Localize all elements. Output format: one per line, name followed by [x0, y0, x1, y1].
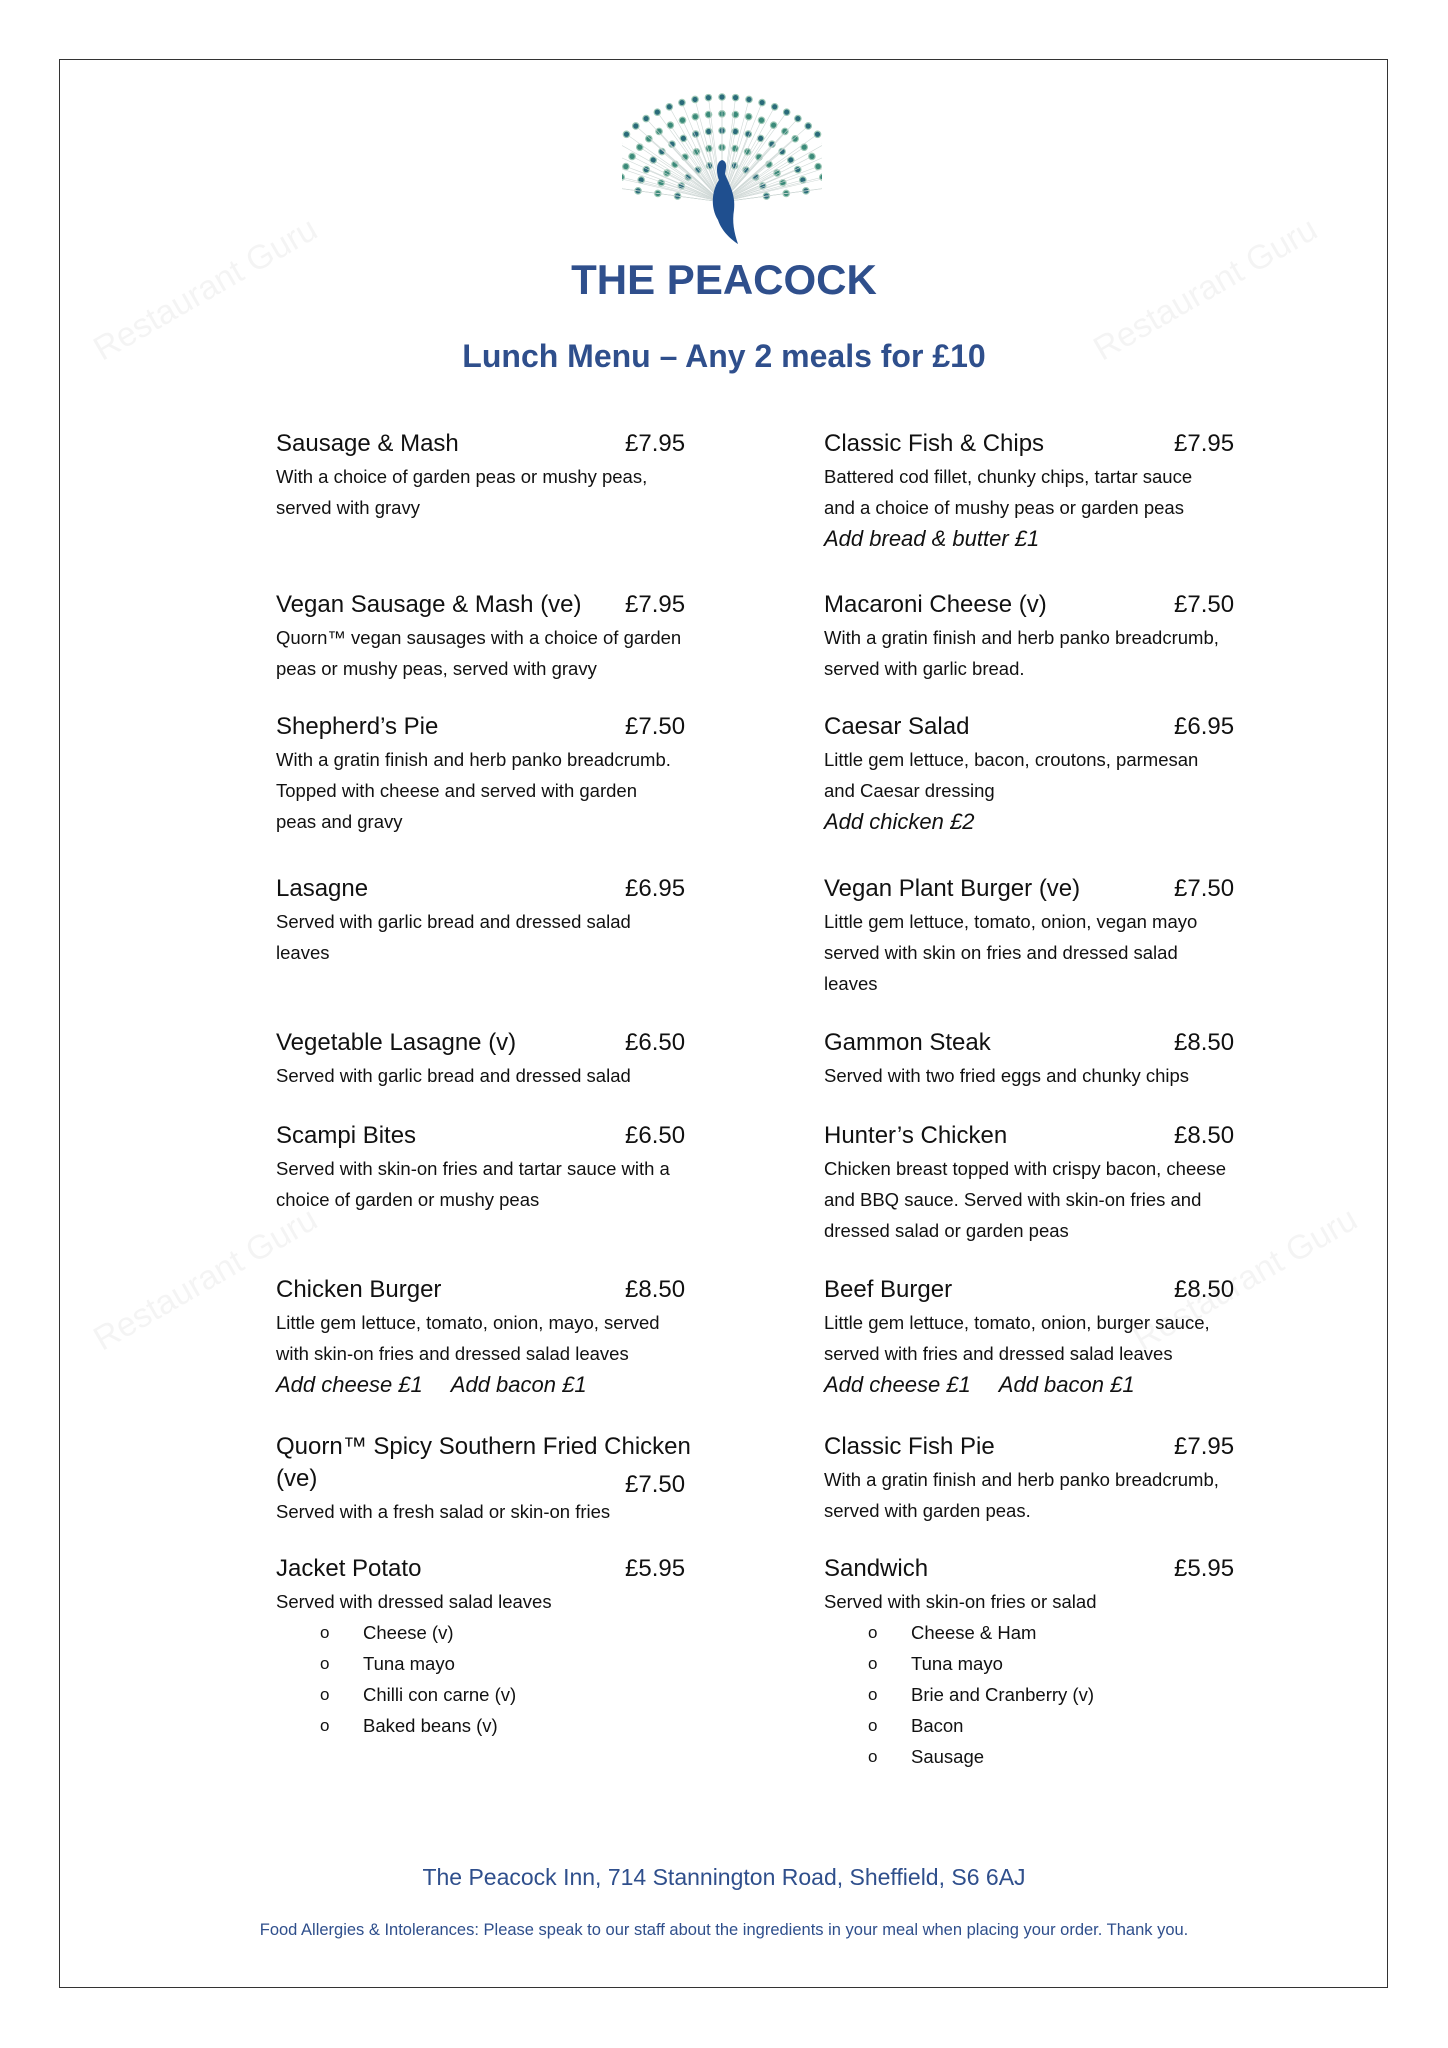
item-name: Vegan Sausage & Mash (ve) [276, 591, 582, 618]
bullet-icon: o [868, 1747, 878, 1766]
option-item [824, 1741, 1254, 1772]
item-price: £6.95 [625, 875, 686, 902]
item-addons [824, 523, 1254, 555]
option-label: Bacon [911, 1715, 964, 1736]
description-line: With a choice of garden peas or mushy peas, [276, 466, 648, 487]
item-price: £7.95 [1174, 430, 1235, 457]
item-description [824, 1307, 1254, 1369]
item-name: Jacket Potato [276, 1555, 422, 1582]
item-price: £8.50 [1174, 1276, 1235, 1303]
addon-option: Add bacon £1 [998, 1372, 1135, 1397]
description-line: and Caesar dressing [824, 780, 995, 801]
feather-eye [629, 153, 635, 159]
feather-eye [795, 115, 801, 121]
feather-eye [759, 99, 765, 105]
item-name: Gammon Steak [824, 1029, 991, 1056]
menu-item [276, 1120, 706, 1215]
restaurant-title: THE PEACOCK [571, 256, 877, 303]
item-description [824, 906, 1254, 999]
option-label: Tuna mayo [911, 1653, 1003, 1674]
feather-eye [809, 153, 815, 159]
item-name: Beef Burger [824, 1276, 953, 1303]
description-line: Little gem lettuce, tomato, onion, vegan mayo [824, 911, 1198, 932]
description-line: Served with dressed salad leaves [276, 1591, 552, 1612]
item-options-list [824, 1617, 1254, 1772]
item-price: £5.95 [1174, 1555, 1235, 1582]
description-line: Little gem lettuce, tomato, onion, mayo, served [276, 1312, 660, 1333]
addon-option: Add cheese £1 [276, 1372, 423, 1397]
description-line: Served with skin-on fries or salad [824, 1591, 1097, 1612]
feather-eye [705, 94, 711, 100]
item-addons [824, 806, 1254, 838]
feather-eye [814, 131, 820, 137]
bullet-icon: o [868, 1685, 878, 1704]
description-line: Topped with cheese and served with garden [276, 780, 637, 801]
feather-eye [815, 163, 821, 169]
menu-item [276, 1431, 706, 1527]
item-name: Classic Fish & Chips [824, 430, 1045, 457]
menu-item [276, 1027, 706, 1091]
description-line: With a gratin finish and herb panko breadcrumb, [824, 627, 1219, 648]
item-description [276, 906, 706, 968]
menu-item [276, 711, 706, 837]
feather-eye [732, 94, 738, 100]
description-line: Quorn™ vegan sausages with a choice of garden [276, 627, 682, 648]
feather-eye [623, 163, 629, 169]
item-description [824, 1060, 1254, 1091]
item-name: Chicken Burger [276, 1276, 442, 1303]
item-name: Shepherd’s Pie [276, 713, 439, 740]
menu-item [276, 873, 706, 968]
item-name: Hunter’s Chicken [824, 1122, 1008, 1149]
option-label: Chilli con carne (v) [363, 1684, 517, 1705]
item-price: £6.50 [625, 1029, 686, 1056]
allergy-notice: Food Allergies & Intolerances: Please speak to our staff about the ingredients in your meal when placing your order. Thank you. [259, 1921, 1189, 1939]
item-name: Vegan Plant Burger (ve) [824, 875, 1081, 902]
feather-eye [646, 136, 652, 142]
feather-eye [805, 123, 811, 129]
menu-item [276, 428, 706, 523]
description-line: leaves [276, 942, 330, 963]
option-label: Baked beans (v) [363, 1715, 498, 1736]
item-description [276, 461, 706, 523]
feather-eye [719, 94, 725, 100]
item-description [276, 1060, 706, 1091]
menu-subtitle: Lunch Menu – Any 2 meals for £10 [462, 338, 986, 374]
menu-item [824, 1553, 1254, 1772]
item-name: Caesar Salad [824, 713, 970, 740]
feather-eye [623, 131, 629, 137]
bullet-icon: o [868, 1716, 878, 1735]
feather-eye [679, 99, 685, 105]
item-price: £7.50 [1174, 875, 1235, 902]
description-line: served with gravy [276, 497, 420, 518]
item-name-continued: (ve) [276, 1465, 318, 1492]
description-line: served with skin on fries and dressed salad [824, 942, 1178, 963]
addon-option: Add bacon £1 [450, 1372, 587, 1397]
description-line: served with fries and dressed salad leaves [824, 1343, 1173, 1364]
feather-eye [643, 115, 649, 121]
bullet-icon: o [320, 1654, 330, 1673]
feather-eye [637, 144, 643, 150]
item-description [824, 1153, 1254, 1246]
item-price: £8.50 [1174, 1029, 1235, 1056]
bullet-icon: o [320, 1685, 330, 1704]
description-line: With a gratin finish and herb panko breadcrumb, [824, 1469, 1219, 1490]
option-item [824, 1617, 1254, 1648]
option-item [276, 1617, 706, 1648]
description-line: and a choice of mushy peas or garden peas [824, 497, 1184, 518]
item-description [824, 744, 1254, 806]
feather-eye [771, 104, 777, 110]
item-description [824, 622, 1254, 684]
feather-eye [745, 113, 751, 119]
peacock-logo [622, 82, 822, 247]
item-name: Lasagne [276, 875, 369, 902]
feather-eye [758, 117, 764, 123]
item-description [276, 1307, 706, 1369]
description-line: Battered cod fillet, chunky chips, tartar sauce [824, 466, 1193, 487]
item-name: Scampi Bites [276, 1122, 417, 1149]
bullet-icon: o [320, 1623, 330, 1642]
option-item [824, 1710, 1254, 1741]
description-line: choice of garden or mushy peas [276, 1189, 540, 1210]
addon-option: Add bread & butter £1 [824, 526, 1040, 551]
option-label: Cheese & Ham [911, 1622, 1037, 1643]
menu-item [824, 1120, 1254, 1246]
description-line: and BBQ sauce. Served with skin-on fries and [824, 1189, 1202, 1210]
bullet-icon: o [868, 1654, 878, 1673]
item-description [824, 461, 1254, 523]
menu-item [824, 1431, 1254, 1526]
item-name: Sandwich [824, 1555, 929, 1582]
feather-eye [801, 144, 807, 150]
item-description [276, 1586, 706, 1617]
feather-eye [692, 113, 698, 119]
item-price: £6.50 [625, 1122, 686, 1149]
description-line: peas and gravy [276, 811, 403, 832]
bullet-icon: o [868, 1623, 878, 1642]
item-price: £7.95 [1174, 1433, 1235, 1460]
option-label: Tuna mayo [363, 1653, 455, 1674]
feather-eye [654, 109, 660, 115]
menu-item [824, 1274, 1254, 1401]
option-item [276, 1679, 706, 1710]
description-line: Served with a fresh salad or skin-on fries [276, 1501, 611, 1522]
feather-eye [792, 136, 798, 142]
item-price: £6.95 [1174, 713, 1235, 740]
item-price: £7.95 [625, 591, 686, 618]
item-description [276, 744, 706, 837]
menu-item [824, 711, 1254, 838]
item-name: Sausage & Mash [276, 430, 459, 457]
option-item [824, 1679, 1254, 1710]
description-line: Chicken breast topped with crispy bacon, cheese [824, 1158, 1227, 1179]
item-name: Macaroni Cheese (v) [824, 591, 1047, 618]
feather-eye [782, 128, 788, 134]
description-line: leaves [824, 973, 878, 994]
feather-eye [679, 117, 685, 123]
item-addons [276, 1369, 706, 1401]
option-label: Sausage [911, 1746, 985, 1767]
description-line: served with garlic bread. [824, 658, 1025, 679]
description-line: with skin-on fries and dressed salad leaves [276, 1343, 629, 1364]
menu-item [824, 1027, 1254, 1091]
item-description [276, 622, 706, 684]
option-item [824, 1648, 1254, 1679]
item-addons [824, 1369, 1254, 1401]
feather-eye [633, 123, 639, 129]
item-name: Vegetable Lasagne (v) [276, 1029, 517, 1056]
option-label: Cheese (v) [363, 1622, 454, 1643]
item-price: £8.50 [1174, 1122, 1235, 1149]
item-price: £8.50 [625, 1276, 686, 1303]
item-price: £5.95 [625, 1555, 686, 1582]
menu-item [824, 873, 1254, 999]
feather-eye [783, 109, 789, 115]
feather-eye [692, 96, 698, 102]
option-item [276, 1648, 706, 1679]
addon-option: Add cheese £1 [824, 1372, 971, 1397]
item-options-list [276, 1617, 706, 1741]
address: The Peacock Inn, 714 Stannington Road, Sheffield, S6 6AJ [422, 1864, 1026, 1890]
description-line: Little gem lettuce, tomato, onion, burger sauce, [824, 1312, 1210, 1333]
description-line: peas or mushy peas, served with gravy [276, 658, 597, 679]
item-name: Classic Fish Pie [824, 1433, 995, 1460]
item-price: £7.95 [625, 430, 686, 457]
menu-item [824, 589, 1254, 684]
option-label: Brie and Cranberry (v) [911, 1684, 1095, 1705]
feather-eye [746, 96, 752, 102]
item-price: £7.50 [625, 713, 686, 740]
description-line: Served with garlic bread and dressed salad [276, 911, 631, 932]
item-price: £7.50 [1174, 591, 1235, 618]
item-description [824, 1586, 1254, 1617]
description-line: served with garden peas. [824, 1500, 1031, 1521]
menu-item [276, 1274, 706, 1401]
feather-eye [656, 128, 662, 134]
item-price: £7.50 [625, 1471, 686, 1498]
item-description [824, 1464, 1254, 1526]
addon-option: Add chicken £2 [824, 809, 975, 834]
item-description [276, 1153, 706, 1215]
description-line: Little gem lettuce, bacon, croutons, parmesan [824, 749, 1199, 770]
description-line: Served with two fried eggs and chunky chips [824, 1065, 1190, 1086]
menu-item [276, 1553, 706, 1741]
menu-item [824, 428, 1254, 555]
option-item [276, 1710, 706, 1741]
menu-item [276, 589, 706, 684]
description-line: Served with skin-on fries and tartar sauce with a [276, 1158, 670, 1179]
description-line: Served with garlic bread and dressed salad [276, 1065, 631, 1086]
description-line: dressed salad or garden peas [824, 1220, 1069, 1241]
item-name: Quorn™ Spicy Southern Fried Chicken [276, 1433, 691, 1460]
bullet-icon: o [320, 1716, 330, 1735]
feather-eye [666, 104, 672, 110]
description-line: With a gratin finish and herb panko breadcrumb. [276, 749, 671, 770]
